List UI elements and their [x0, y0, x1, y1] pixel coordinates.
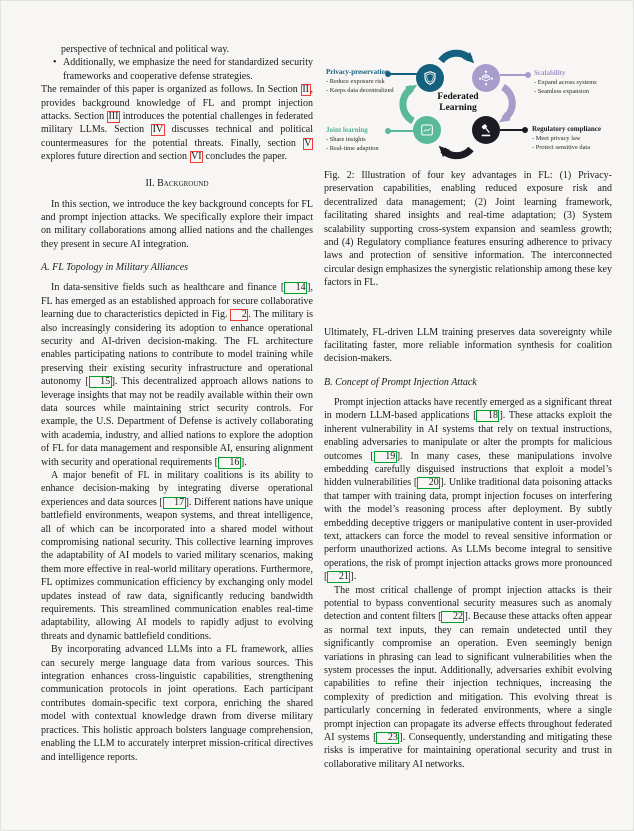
scalability-label-item: - Seamless expansion: [534, 88, 590, 95]
regulatory-connector-dot: [522, 127, 528, 133]
right-column-text: [324, 326, 612, 772]
citation-link[interactable]: 17: [163, 497, 186, 509]
shield-icon: [422, 70, 438, 86]
paragraph-continuation: perspective of technical and political way.: [61, 44, 230, 55]
joint-learning-label-title: Joint learning: [326, 126, 368, 134]
paragraph: Ultimately, FL-driven LLM training preserves data sovereignty while facilitating faster, more reliable information synthesis for coalition decision-makers.: [324, 326, 612, 365]
citation-link[interactable]: 23: [376, 732, 399, 744]
bullet-marker: •: [53, 57, 57, 69]
section-heading: II. Background: [145, 177, 209, 189]
federated-learning-center-label: Federated Learning: [437, 92, 479, 113]
citation-link[interactable]: 15: [89, 376, 112, 388]
joint-learning-label-item: - Real-time adaption: [326, 145, 379, 152]
privacy-label-item: - Keeps data decentralized: [326, 87, 394, 94]
citation-link[interactable]: 21: [327, 571, 350, 583]
paragraph: In this section, we introduce the key background concepts for FL and prompt injection attacks. We specifically explore their impact on military collaborations among allied nations and the challenges they present in secure AI integration.: [41, 198, 313, 250]
scalability-circle: [472, 64, 500, 92]
scalability-connector-dot: [525, 72, 531, 78]
section-ref-link[interactable]: 2: [230, 309, 248, 321]
joint-learning-circle: [413, 116, 441, 144]
scalability-label-item: - Expand across systems: [534, 79, 597, 86]
citation-link[interactable]: 18: [476, 410, 499, 422]
privacy-label-title: Privacy-preservation: [326, 68, 389, 76]
citation-link[interactable]: 16: [218, 457, 241, 469]
regulatory-label-item: - Meet privacy law: [532, 135, 581, 142]
figure-fl-advantages: [324, 41, 612, 165]
paragraph: In data-sensitive fields such as healthcare and finance [ 14 ], FL has emerged as an established approach for secure collaborative learning due to characteristics depicted in Fig. 2 . The military is also increasingly considering its adoption to enhance operational security and AI-driven decision-making. The FL architecture enables participating nations to contribute to model training while preserving their existing security infrastructure and operational autonomy [ 15 ]. This decentralized approach allows nations to leverage insights that may not be readily available within their own data sources while maintaining strict security controls. For example, the U.S. Department of Defense is actively collaborating with academia, industry, and allied nations to explore the adoption of FL for data management and responsible AI, ensuring alignment with security and operational requirements [ 16 ].: [41, 282, 314, 468]
privacy-label-item: - Reduce exposure risk: [326, 78, 385, 85]
citation-link[interactable]: 22: [441, 611, 464, 623]
section-ref-link[interactable]: IV: [152, 124, 164, 136]
right-column: [324, 41, 612, 771]
chart-board-icon: [419, 122, 435, 138]
bullet-item: • Additionally, we emphasize the need for standardized security frameworks and cooperative defense strategies.: [53, 57, 313, 82]
subsection-heading: B. Concept of Prompt Injection Attack: [324, 376, 477, 388]
regulatory-label-title: Regulatory compliance: [532, 125, 602, 133]
network-cube-icon: [478, 70, 494, 86]
figure-caption: Fig. 2: Illustration of four key advantages in FL: (1) Privacy-preservation capabilities, enabling reduced exposure risk and decentralized data management; (2) Joint learning framework, facilitating shared insights and real-time adaptation; (3) System scalability supporting cross-system expansion and seamless growth; and (4) Regulatory compliance features ensuring adherence to privacy laws and protection of sensitive information. The interconnected circular design emphasizes the synergistic relationship among these key factors in FL.: [324, 170, 612, 289]
paragraph: The remainder of this paper is organized as follows. In Section II , provides background knowledge of FL and prompt injection attacks. Section III introduces the potential challenges in federated military LLMs. Section IV discusses technical and political countermeasures for the potential threats. Finally, section V explores future direction and section VI concludes the paper.: [41, 84, 313, 163]
paragraph: The most critical challenge of prompt injection attacks is their potential to bypass conventional security measures such as anomaly detection and content filters [ 22 ]. Because these attacks often appear as normal text inputs, they can remain undetected until they significantly compromise an operation. Even seemingly benign variations in phrasing can lead to significant vulnerabilities when the system processes the input. Additionally, adversaries exhibit evolving capabilities to refine their injection techniques, increasing the complexity of prediction and mitigation. This evolving threat is particularly concerning in federated environments, where a single prompt injection can propagate its adverse effects throughout federated AI systems [ 23 ]. Consequently, understanding and mitigating these risks is imperative for maintaining operational security and trust in collaborative military AI networks.: [324, 584, 612, 770]
regulatory-label-item: - Protect sensitive data: [532, 144, 591, 151]
section-ref-link[interactable]: V: [304, 137, 312, 149]
paragraph: A major benefit of FL in military coalitions is its ability to enhance decision-making by integrating diverse operational experiences and data sources [ 17 ]. Different nations have unique battlefield environments, weapon systems, and threat intelligence, all of which can be incorporated into a shared model without compromising national security. This collective learning improves the adaptability of AI models to varied military scenarios, making them more effective in real-world military operations. Furthermore, FL optimizes communication efficiency by exchanging only model updates instead of raw data, significantly reducing bandwidth requirements. This streamlined communication enables real-time adaptability, allowing AI models to rapidly adjust to evolving threats and dynamic battlefield conditions.: [41, 469, 313, 642]
paragraph: By incorporating advanced LLMs into a FL framework, allies can securely merge language data from various sources. This integration enhances cross-linguistic capabilities, strengthening communication protocols in joint operations. Each participant contributes domain-specific text corpora, enriching the shared model with contextual knowledge drawn from diverse military practices. This holistic approach bolsters language comprehension, enabling the LLM to accurately interpret mission-critical directives and intelligence reports.: [41, 644, 313, 763]
scalability-connector: [500, 74, 528, 76]
scalability-label-title: Scalability: [534, 69, 566, 77]
left-column: [41, 43, 313, 764]
scalability-label: [534, 69, 618, 96]
citation-link[interactable]: 19: [374, 451, 397, 463]
citation-link[interactable]: 14: [284, 282, 307, 294]
privacy-label: [326, 68, 410, 95]
subsection-heading: A. FL Topology in Military Alliances: [41, 262, 189, 274]
regulatory-label: [532, 125, 616, 152]
regulatory-circle: [472, 116, 500, 144]
citation-link[interactable]: 20: [417, 477, 440, 489]
section-ref-link[interactable]: III: [108, 111, 119, 123]
section-ref-link[interactable]: VI: [191, 151, 202, 163]
privacy-circle: [416, 64, 444, 92]
joint-learning-label: [326, 126, 410, 153]
paragraph: Prompt injection attacks have recently emerged as a significant threat in modern LLM-based applications [ 18 ]. These attacks exploit the inherent vulnerability in AI systems that rely on textual instructions, enabling adversaries to manipulate or alter the prompts for malicious outcomes [ 19 ]. In many cases, these manipulations involve embedding carefully disguised instructions that exploit a model’s hidden vulnerabilities [ 20 ]. Unlike traditional data poisoning attacks that tamper with training data, prompt injection focuses on interfering with the model’s reasoning process after deployment. By subtly embedding deceptive triggers or manipulative content in user-provided text, attackers can force the model to reveal sensitive information or perform unauthorized actions. As LLMs become integral to sensitive operations, the risk of prompt injection attacks grows more pronounced [ 21 ].: [324, 396, 612, 583]
joint-learning-label-item: - Share insights: [326, 136, 366, 143]
gavel-icon: [478, 122, 494, 138]
section-ref-link[interactable]: II: [302, 84, 309, 96]
